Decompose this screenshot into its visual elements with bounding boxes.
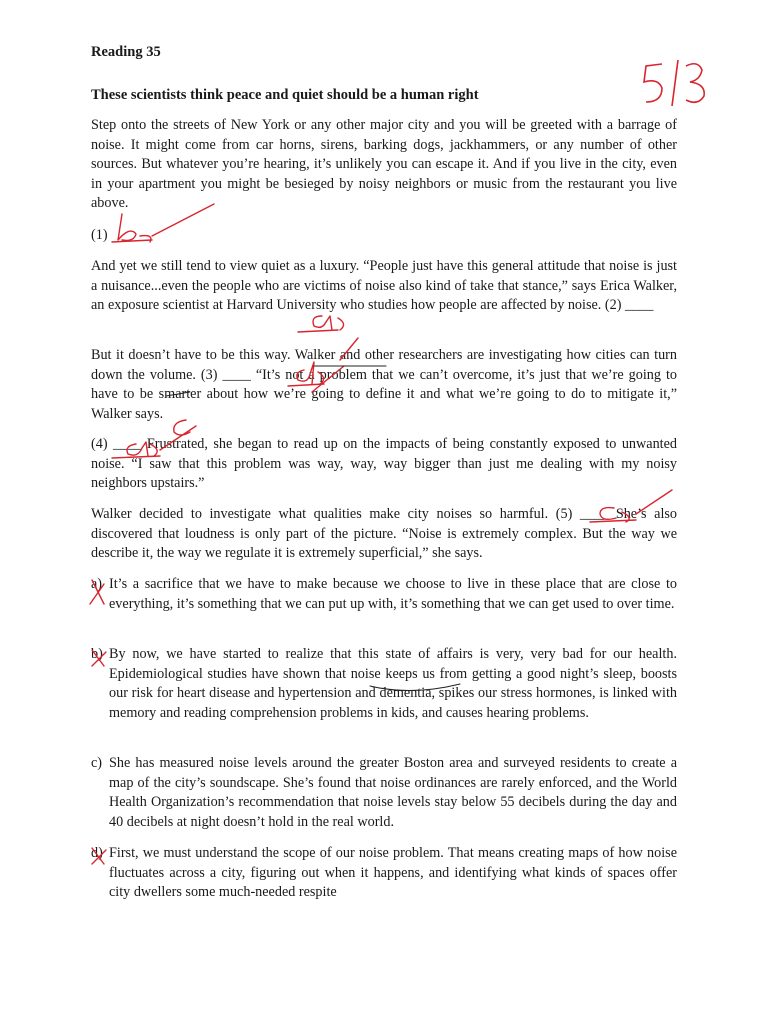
- paragraph-4: (4) ____ Frustrated, she began to read up on the impacts of being constantly exposed to unwanted noise. “I saw that this problem was way, way, way bigger than just me dealing with my noisy neighbors upstairs.”: [91, 436, 677, 491]
- option-d: [91, 844, 677, 903]
- option-text: She has measured noise levels around the greater Boston area and surveyed residents to create a map of the city’s soundscape. She’s found that noise ordinances are rarely enforced, and the World Health Organization’s recommendation that noise levels stay below 55 decibels during the day and 40 decibels at night doesn’t hold in the real world.: [109, 755, 677, 830]
- option-text: By now, we have started to realize that this state of affairs is very, very bad for our health. Epidemiological studies have shown that noise keeps us from getting a good night’s sleep, boosts our risk for heart disease and hypertension and dementia, spikes our stress hormones, is linked with memory and reading comprehension problems in kids, and causes hearing problems.: [109, 646, 677, 721]
- option-letter: b): [91, 646, 103, 662]
- option-a: [91, 575, 677, 614]
- reading-label: Reading 35: [91, 44, 161, 60]
- blank-1-label: (1): [91, 227, 108, 243]
- handwritten-score: [640, 58, 720, 108]
- paragraph-2: And yet we still tend to view quiet as a luxury. “People just have this general attitude that noise is just a nuisance...even the people who are victims of noise also kind of take that stance,” says Erica Walker, an exposure scientist at Harvard University who studies how people are affected by noise. (2) ____: [91, 258, 677, 313]
- option-letter: d): [91, 845, 103, 861]
- paragraph-1: Step onto the streets of New York or any other major city and you will be greeted with a barrage of noise. It might come from car horns, sirens, barking dogs, jackhammers, or any number of other sources. But whatever you’re hearing, it’s unlikely you can escape it. And if you live in the city, even in your apartment you might be besieged by noisy neighbors or music from the restaurant you live above.: [91, 117, 677, 211]
- option-b: [91, 645, 677, 723]
- option-c: [91, 754, 677, 832]
- option-text: It’s a sacrifice that we have to make because we choose to live in these place that are close to everything, it’s something that we can put up with, it’s something that we can get used to over time.: [109, 576, 677, 612]
- option-letter: a): [91, 576, 103, 592]
- paragraph-3: But it doesn’t have to be this way. Walker and other researchers are investigating how cities can turn down the volume. (3) ____ “It’s not a problem that we can’t overcome, it’s just that we’re going to have to be smarter about how we’re going to define it and what we’re going to do to mitigate it,” Walker says.: [91, 347, 677, 422]
- option-text: First, we must understand the scope of our noise problem. That means creating maps of how noise fluctuates across a city, figuring out when it happens, and identifying what kinds of spaces offer city dwellers some much-needed respite: [109, 845, 677, 900]
- article-title: These scientists think peace and quiet should be a human right: [91, 87, 479, 103]
- paragraph-5: Walker decided to investigate what qualities make city noises so harmful. (5) ____ She’s also discovered that loudness is only part of the picture. “Noise is extremely complex. But the way we describe it, the way we regulate it is extremely superficial,” she says.: [91, 506, 677, 561]
- option-letter: c): [91, 755, 103, 771]
